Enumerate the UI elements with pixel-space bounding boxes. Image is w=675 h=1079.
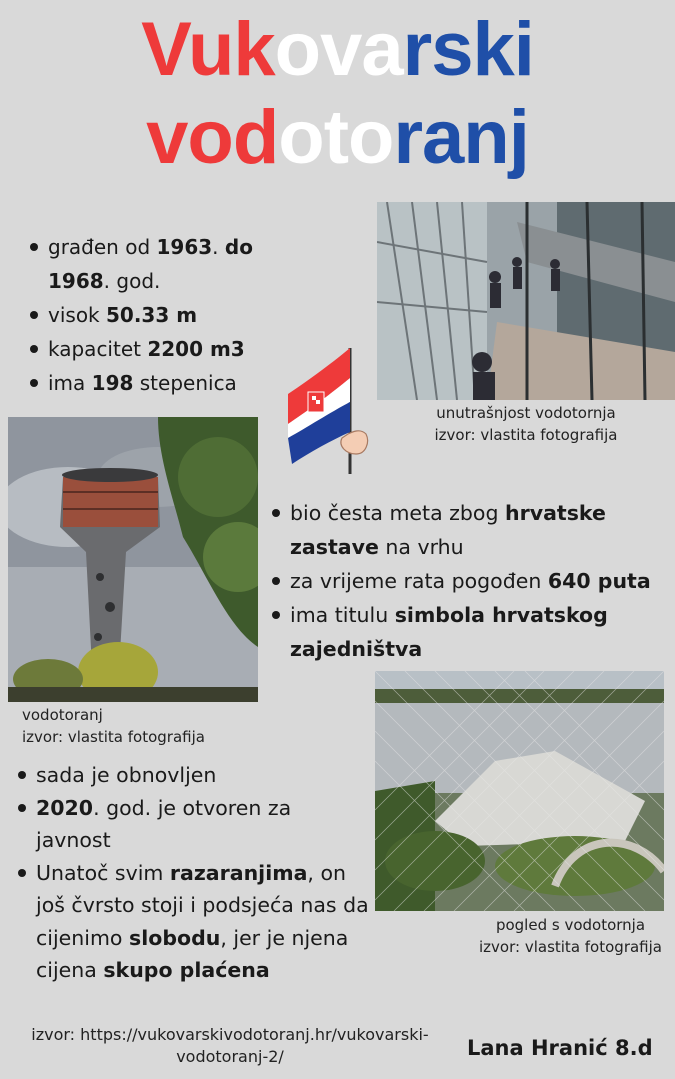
source-line-1: izvor: https://vukovarskivodotoranj.hr/vukovarski- xyxy=(31,1025,429,1044)
list-item: visok 50.33 m xyxy=(28,298,328,332)
facts-list-3 xyxy=(16,759,372,987)
title-part-red: vod xyxy=(146,95,279,180)
view-photo xyxy=(375,671,664,911)
caption-source: izvor: vlastita fotografija xyxy=(434,426,618,444)
source-line-2: vodotoranj-2/ xyxy=(176,1047,284,1066)
source-credit xyxy=(0,1024,460,1068)
tower-photo xyxy=(8,417,258,702)
croatian-flag-in-hand-icon xyxy=(286,342,372,482)
title-line-2 xyxy=(0,94,675,182)
tower-caption xyxy=(22,704,272,748)
title-part-white: ova xyxy=(274,7,403,92)
title-part-white: oto xyxy=(278,95,394,180)
list-item: 2020. god. je otvoren za javnost xyxy=(16,792,372,857)
interior-photo xyxy=(377,202,675,400)
facts-list-2 xyxy=(270,496,675,666)
title-line-1 xyxy=(0,6,675,94)
list-item: ima 198 stepenica xyxy=(28,366,328,400)
title-part-blue: ranj xyxy=(393,95,529,180)
list-item: kapacitet 2200 m3 xyxy=(28,332,328,366)
caption-source: izvor: vlastita fotografija xyxy=(22,728,205,746)
title-part-red: Vuk xyxy=(141,7,275,92)
interior-caption xyxy=(377,402,675,446)
caption-source: izvor: vlastita fotografija xyxy=(479,938,662,956)
author-name: Lana Hranić 8.d xyxy=(467,1036,653,1060)
caption-title: vodotoranj xyxy=(22,706,103,724)
list-item: građen od 1963. do 1968. god. xyxy=(28,230,328,298)
view-caption xyxy=(466,914,675,958)
list-item: bio česta meta zbog hrvatske zastave na vrhu xyxy=(270,496,675,564)
list-item: Unatoč svim razaranjima, on još čvrsto stoji i podsjeća nas da cijenimo slobodu, jer je njena cijena skupo plaćena xyxy=(16,857,372,987)
facts-list-1 xyxy=(28,230,328,400)
title-part-blue: rski xyxy=(402,7,534,92)
caption-title: unutrašnjost vodotornja xyxy=(436,404,616,422)
list-item: sada je obnovljen xyxy=(16,759,372,792)
list-item: ima titulu simbola hrvatskog zajedništva xyxy=(270,598,675,666)
list-item: za vrijeme rata pogođen 640 puta xyxy=(270,564,675,598)
caption-title: pogled s vodotornja xyxy=(495,916,646,934)
